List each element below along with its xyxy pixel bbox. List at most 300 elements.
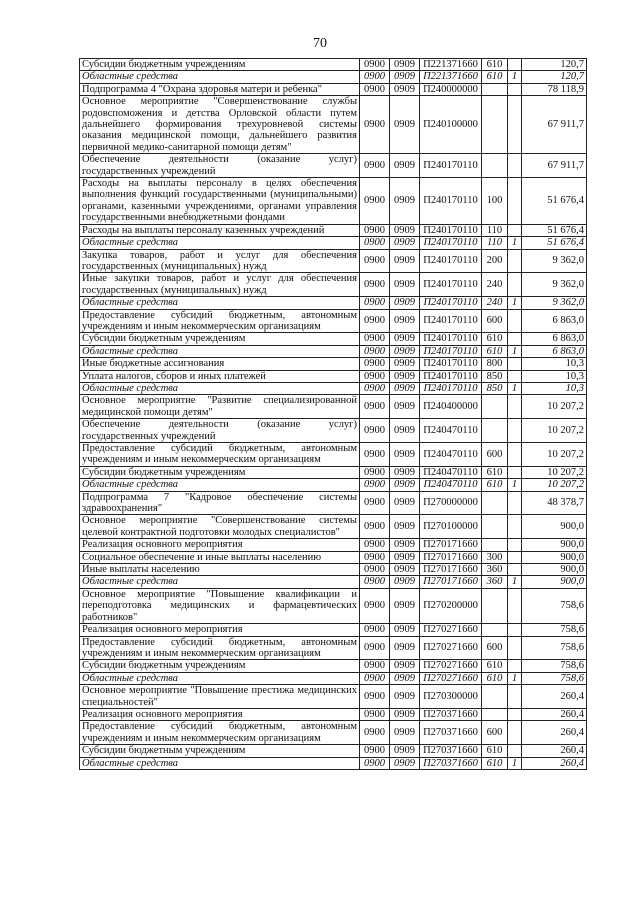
table-row xyxy=(80,564,587,576)
funding-source-code xyxy=(508,636,522,660)
section-code: 0900 xyxy=(360,479,390,491)
section-code: 0900 xyxy=(360,576,390,588)
funding-source-code xyxy=(508,249,522,273)
expense-type-code xyxy=(482,685,508,709)
row-name: Основное мероприятие "Повышение квалификации и переподготовка медицинских и фармацевтических работников" xyxy=(80,588,360,623)
expense-type-code: 100 xyxy=(482,178,508,225)
row-name: Основное мероприятие "Развитие специализированной медицинской помощи детям" xyxy=(80,395,360,419)
amount: 758,6 xyxy=(522,588,587,623)
table-row xyxy=(80,515,587,539)
section-code: 0900 xyxy=(360,96,390,154)
amount: 10,3 xyxy=(522,382,587,394)
row-name: Основное мероприятие "Совершенствование службы родовспоможения и детства Орловской области путем дальнейшего формирования трехуровневой системы оказания медицинской помощи, дальнейшего развития первичной медико-санитарной помощи детям" xyxy=(80,96,360,154)
section-code: 0900 xyxy=(360,419,390,443)
page-number: 70 xyxy=(313,36,327,51)
expense-type-code: 610 xyxy=(482,333,508,345)
target-article-code: П270371660 xyxy=(420,745,482,757)
funding-source-code xyxy=(508,539,522,551)
row-name: Субсидии бюджетным учреждениям xyxy=(80,59,360,71)
row-name: Областные средства xyxy=(80,757,360,769)
section-code: 0900 xyxy=(360,672,390,684)
target-article-code: П221371660 xyxy=(420,59,482,71)
section-code: 0900 xyxy=(360,685,390,709)
funding-source-code xyxy=(508,708,522,720)
target-article-code: П240400000 xyxy=(420,395,482,419)
row-name: Обеспечение деятельности (оказание услуг) государственных учреждений xyxy=(80,154,360,178)
amount: 51 676,4 xyxy=(522,237,587,249)
subsection-code: 0909 xyxy=(390,564,420,576)
funding-source-code xyxy=(508,333,522,345)
target-article-code: П240170110 xyxy=(420,297,482,309)
table-row xyxy=(80,419,587,443)
expense-type-code: 850 xyxy=(482,370,508,382)
funding-source-code xyxy=(508,588,522,623)
target-article-code: П240170110 xyxy=(420,370,482,382)
amount: 260,4 xyxy=(522,757,587,769)
target-article-code: П270271660 xyxy=(420,672,482,684)
amount: 6 863,0 xyxy=(522,309,587,333)
funding-source-code xyxy=(508,358,522,370)
amount: 758,6 xyxy=(522,624,587,636)
expense-type-code xyxy=(482,83,508,95)
section-code: 0900 xyxy=(360,564,390,576)
amount: 900,0 xyxy=(522,539,587,551)
amount: 900,0 xyxy=(522,564,587,576)
amount: 67 911,7 xyxy=(522,96,587,154)
amount: 10,3 xyxy=(522,370,587,382)
row-name: Реализация основного мероприятия xyxy=(80,624,360,636)
target-article-code: П240170110 xyxy=(420,309,482,333)
subsection-code: 0909 xyxy=(390,178,420,225)
table-row xyxy=(80,708,587,720)
subsection-code: 0909 xyxy=(390,757,420,769)
subsection-code: 0909 xyxy=(390,395,420,419)
row-name: Закупка товаров, работ и услуг для обеспечения государственных (муниципальных) нужд xyxy=(80,249,360,273)
funding-source-code xyxy=(508,564,522,576)
subsection-code: 0909 xyxy=(390,551,420,563)
funding-source-code xyxy=(508,721,522,745)
expense-type-code: 600 xyxy=(482,443,508,467)
expense-type-code: 610 xyxy=(482,660,508,672)
target-article-code: П270371660 xyxy=(420,721,482,745)
subsection-code: 0909 xyxy=(390,636,420,660)
section-code: 0900 xyxy=(360,491,390,515)
amount: 9 362,0 xyxy=(522,249,587,273)
funding-source-code xyxy=(508,745,522,757)
amount: 9 362,0 xyxy=(522,273,587,297)
target-article-code: П240470110 xyxy=(420,419,482,443)
section-code: 0900 xyxy=(360,154,390,178)
target-article-code: П270100000 xyxy=(420,515,482,539)
expense-type-code xyxy=(482,624,508,636)
target-article-code: П270371660 xyxy=(420,757,482,769)
amount: 6 863,0 xyxy=(522,333,587,345)
amount: 120,7 xyxy=(522,71,587,83)
row-name: Областные средства xyxy=(80,297,360,309)
table-row xyxy=(80,178,587,225)
expense-type-code: 240 xyxy=(482,297,508,309)
expense-type-code: 800 xyxy=(482,358,508,370)
row-name: Субсидии бюджетным учреждениям xyxy=(80,660,360,672)
budget-table xyxy=(79,58,587,770)
row-name: Областные средства xyxy=(80,71,360,83)
row-name: Предоставление субсидий бюджетным, автономным учреждениям и иным некоммерческим организациям xyxy=(80,721,360,745)
row-name: Иные закупки товаров, работ и услуг для обеспечения государственных (муниципальных) нужд xyxy=(80,273,360,297)
section-code: 0900 xyxy=(360,757,390,769)
section-code: 0900 xyxy=(360,71,390,83)
funding-source-code: 1 xyxy=(508,71,522,83)
target-article-code: П240170110 xyxy=(420,154,482,178)
row-name: Расходы на выплаты персоналу в целях обеспечения выполнения функций государственными (муниципальными) органами, казенными учреждениями, органами управления государственными внебюджетными фондами xyxy=(80,178,360,225)
row-name: Реализация основного мероприятия xyxy=(80,708,360,720)
subsection-code: 0909 xyxy=(390,515,420,539)
target-article-code: П270271660 xyxy=(420,636,482,660)
amount: 260,4 xyxy=(522,745,587,757)
target-article-code: П240470110 xyxy=(420,443,482,467)
target-article-code: П270000000 xyxy=(420,491,482,515)
funding-source-code xyxy=(508,309,522,333)
subsection-code: 0909 xyxy=(390,466,420,478)
target-article-code: П270200000 xyxy=(420,588,482,623)
funding-source-code xyxy=(508,178,522,225)
subsection-code: 0909 xyxy=(390,273,420,297)
funding-source-code xyxy=(508,154,522,178)
subsection-code: 0909 xyxy=(390,576,420,588)
subsection-code: 0909 xyxy=(390,745,420,757)
expense-type-code: 850 xyxy=(482,382,508,394)
amount: 6 863,0 xyxy=(522,345,587,357)
subsection-code: 0909 xyxy=(390,708,420,720)
funding-source-code: 1 xyxy=(508,576,522,588)
amount: 9 362,0 xyxy=(522,297,587,309)
row-name: Субсидии бюджетным учреждениям xyxy=(80,745,360,757)
table-row xyxy=(80,588,587,623)
target-article-code: П240470110 xyxy=(420,466,482,478)
row-name: Областные средства xyxy=(80,237,360,249)
section-code: 0900 xyxy=(360,370,390,382)
expense-type-code xyxy=(482,539,508,551)
section-code: 0900 xyxy=(360,345,390,357)
table-row xyxy=(80,757,587,769)
subsection-code: 0909 xyxy=(390,333,420,345)
amount: 51 676,4 xyxy=(522,178,587,225)
expense-type-code: 360 xyxy=(482,564,508,576)
table-row xyxy=(80,333,587,345)
section-code: 0900 xyxy=(360,588,390,623)
subsection-code: 0909 xyxy=(390,370,420,382)
target-article-code: П270171660 xyxy=(420,564,482,576)
subsection-code: 0909 xyxy=(390,443,420,467)
amount: 78 118,9 xyxy=(522,83,587,95)
table-row xyxy=(80,539,587,551)
section-code: 0900 xyxy=(360,178,390,225)
subsection-code: 0909 xyxy=(390,624,420,636)
row-name: Основное мероприятие "Совершенствование системы целевой контрактной подготовки молодых специалистов" xyxy=(80,515,360,539)
amount: 10 207,2 xyxy=(522,395,587,419)
table-row xyxy=(80,249,587,273)
subsection-code: 0909 xyxy=(390,224,420,236)
table-row xyxy=(80,443,587,467)
row-name: Областные средства xyxy=(80,345,360,357)
amount: 67 911,7 xyxy=(522,154,587,178)
subsection-code: 0909 xyxy=(390,685,420,709)
expense-type-code xyxy=(482,96,508,154)
expense-type-code: 240 xyxy=(482,273,508,297)
table-row xyxy=(80,745,587,757)
section-code: 0900 xyxy=(360,443,390,467)
funding-source-code xyxy=(508,224,522,236)
amount: 10 207,2 xyxy=(522,443,587,467)
expense-type-code: 200 xyxy=(482,249,508,273)
funding-source-code: 1 xyxy=(508,345,522,357)
expense-type-code: 110 xyxy=(482,237,508,249)
funding-source-code xyxy=(508,419,522,443)
target-article-code: П240170110 xyxy=(420,249,482,273)
target-article-code: П240170110 xyxy=(420,345,482,357)
expense-type-code xyxy=(482,395,508,419)
subsection-code: 0909 xyxy=(390,419,420,443)
subsection-code: 0909 xyxy=(390,491,420,515)
table-row xyxy=(80,345,587,357)
row-name: Подпрограмма 7 "Кадровое обеспечение системы здравоохранения" xyxy=(80,491,360,515)
funding-source-code xyxy=(508,624,522,636)
funding-source-code xyxy=(508,443,522,467)
funding-source-code xyxy=(508,370,522,382)
target-article-code: П240000000 xyxy=(420,83,482,95)
section-code: 0900 xyxy=(360,660,390,672)
section-code: 0900 xyxy=(360,273,390,297)
expense-type-code xyxy=(482,708,508,720)
subsection-code: 0909 xyxy=(390,249,420,273)
table-row xyxy=(80,551,587,563)
expense-type-code xyxy=(482,515,508,539)
expense-type-code: 610 xyxy=(482,757,508,769)
expense-type-code: 360 xyxy=(482,576,508,588)
funding-source-code: 1 xyxy=(508,237,522,249)
subsection-code: 0909 xyxy=(390,154,420,178)
table-row xyxy=(80,273,587,297)
funding-source-code xyxy=(508,551,522,563)
table-row xyxy=(80,370,587,382)
target-article-code: П240170110 xyxy=(420,382,482,394)
expense-type-code: 610 xyxy=(482,345,508,357)
table-row xyxy=(80,297,587,309)
expense-type-code xyxy=(482,419,508,443)
expense-type-code: 610 xyxy=(482,672,508,684)
subsection-code: 0909 xyxy=(390,660,420,672)
section-code: 0900 xyxy=(360,636,390,660)
table-row xyxy=(80,382,587,394)
table-row xyxy=(80,491,587,515)
table-row xyxy=(80,358,587,370)
subsection-code: 0909 xyxy=(390,309,420,333)
funding-source-code: 1 xyxy=(508,382,522,394)
amount: 120,7 xyxy=(522,59,587,71)
expense-type-code: 600 xyxy=(482,309,508,333)
subsection-code: 0909 xyxy=(390,345,420,357)
section-code: 0900 xyxy=(360,515,390,539)
table-row xyxy=(80,624,587,636)
table-row xyxy=(80,309,587,333)
section-code: 0900 xyxy=(360,237,390,249)
amount: 900,0 xyxy=(522,576,587,588)
subsection-code: 0909 xyxy=(390,588,420,623)
section-code: 0900 xyxy=(360,224,390,236)
funding-source-code: 1 xyxy=(508,297,522,309)
table-row xyxy=(80,96,587,154)
table-row xyxy=(80,237,587,249)
row-name: Расходы на выплаты персоналу казенных учреждений xyxy=(80,224,360,236)
funding-source-code xyxy=(508,59,522,71)
section-code: 0900 xyxy=(360,551,390,563)
expense-type-code: 600 xyxy=(482,721,508,745)
row-name: Основное мероприятие "Повышение престижа медицинских специальностей" xyxy=(80,685,360,709)
subsection-code: 0909 xyxy=(390,59,420,71)
section-code: 0900 xyxy=(360,358,390,370)
funding-source-code xyxy=(508,491,522,515)
expense-type-code xyxy=(482,154,508,178)
row-name: Предоставление субсидий бюджетным, автономным учреждениям и иным некоммерческим организациям xyxy=(80,309,360,333)
funding-source-code xyxy=(508,395,522,419)
amount: 260,4 xyxy=(522,721,587,745)
target-article-code: П221371660 xyxy=(420,71,482,83)
subsection-code: 0909 xyxy=(390,539,420,551)
row-name: Уплата налогов, сборов и иных платежей xyxy=(80,370,360,382)
section-code: 0900 xyxy=(360,297,390,309)
section-code: 0900 xyxy=(360,382,390,394)
subsection-code: 0909 xyxy=(390,83,420,95)
funding-source-code xyxy=(508,96,522,154)
funding-source-code: 1 xyxy=(508,757,522,769)
funding-source-code xyxy=(508,685,522,709)
section-code: 0900 xyxy=(360,539,390,551)
funding-source-code: 1 xyxy=(508,672,522,684)
expense-type-code: 610 xyxy=(482,479,508,491)
target-article-code: П270300000 xyxy=(420,685,482,709)
row-name: Иные выплаты населению xyxy=(80,564,360,576)
target-article-code: П240170110 xyxy=(420,273,482,297)
row-name: Обеспечение деятельности (оказание услуг) государственных учреждений xyxy=(80,419,360,443)
row-name: Областные средства xyxy=(80,576,360,588)
expense-type-code: 610 xyxy=(482,466,508,478)
target-article-code: П240170110 xyxy=(420,224,482,236)
target-article-code: П270171660 xyxy=(420,551,482,563)
target-article-code: П240100000 xyxy=(420,96,482,154)
row-name: Предоставление субсидий бюджетным, автономным учреждениям и иным некоммерческим организациям xyxy=(80,636,360,660)
row-name: Областные средства xyxy=(80,479,360,491)
row-name: Подпрограмма 4 "Охрана здоровья матери и ребенка" xyxy=(80,83,360,95)
table-row xyxy=(80,576,587,588)
table-row xyxy=(80,672,587,684)
target-article-code: П240170110 xyxy=(420,237,482,249)
amount: 260,4 xyxy=(522,685,587,709)
target-article-code: П270171660 xyxy=(420,576,482,588)
amount: 758,6 xyxy=(522,660,587,672)
target-article-code: П270271660 xyxy=(420,624,482,636)
expense-type-code xyxy=(482,588,508,623)
section-code: 0900 xyxy=(360,624,390,636)
funding-source-code xyxy=(508,515,522,539)
section-code: 0900 xyxy=(360,309,390,333)
expense-type-code: 300 xyxy=(482,551,508,563)
table-row xyxy=(80,636,587,660)
section-code: 0900 xyxy=(360,721,390,745)
section-code: 0900 xyxy=(360,745,390,757)
table-row xyxy=(80,83,587,95)
table-row xyxy=(80,154,587,178)
table-row xyxy=(80,71,587,83)
expense-type-code xyxy=(482,491,508,515)
target-article-code: П240170110 xyxy=(420,333,482,345)
row-name: Реализация основного мероприятия xyxy=(80,539,360,551)
table-row xyxy=(80,466,587,478)
subsection-code: 0909 xyxy=(390,96,420,154)
subsection-code: 0909 xyxy=(390,358,420,370)
table-row xyxy=(80,721,587,745)
subsection-code: 0909 xyxy=(390,297,420,309)
funding-source-code xyxy=(508,660,522,672)
row-name: Социальное обеспечение и иные выплаты населению xyxy=(80,551,360,563)
amount: 758,6 xyxy=(522,636,587,660)
subsection-code: 0909 xyxy=(390,237,420,249)
target-article-code: П240170110 xyxy=(420,358,482,370)
expense-type-code: 610 xyxy=(482,745,508,757)
target-article-code: П270271660 xyxy=(420,660,482,672)
table-row xyxy=(80,479,587,491)
expense-type-code: 110 xyxy=(482,224,508,236)
funding-source-code xyxy=(508,83,522,95)
expense-type-code: 610 xyxy=(482,71,508,83)
amount: 51 676,4 xyxy=(522,224,587,236)
section-code: 0900 xyxy=(360,249,390,273)
funding-source-code: 1 xyxy=(508,479,522,491)
funding-source-code xyxy=(508,466,522,478)
subsection-code: 0909 xyxy=(390,479,420,491)
amount: 260,4 xyxy=(522,708,587,720)
amount: 48 378,7 xyxy=(522,491,587,515)
target-article-code: П270171660 xyxy=(420,539,482,551)
table-row xyxy=(80,395,587,419)
amount: 900,0 xyxy=(522,515,587,539)
amount: 900,0 xyxy=(522,551,587,563)
section-code: 0900 xyxy=(360,466,390,478)
amount: 10 207,2 xyxy=(522,479,587,491)
amount: 10 207,2 xyxy=(522,419,587,443)
row-name: Иные бюджетные ассигнования xyxy=(80,358,360,370)
amount: 10,3 xyxy=(522,358,587,370)
table-row xyxy=(80,660,587,672)
table-row xyxy=(80,59,587,71)
subsection-code: 0909 xyxy=(390,721,420,745)
target-article-code: П240470110 xyxy=(420,479,482,491)
section-code: 0900 xyxy=(360,395,390,419)
table-row xyxy=(80,685,587,709)
section-code: 0900 xyxy=(360,708,390,720)
table-row xyxy=(80,224,587,236)
amount: 10 207,2 xyxy=(522,466,587,478)
subsection-code: 0909 xyxy=(390,382,420,394)
amount: 758,6 xyxy=(522,672,587,684)
expense-type-code: 610 xyxy=(482,59,508,71)
section-code: 0900 xyxy=(360,59,390,71)
row-name: Областные средства xyxy=(80,382,360,394)
section-code: 0900 xyxy=(360,333,390,345)
subsection-code: 0909 xyxy=(390,672,420,684)
target-article-code: П270371660 xyxy=(420,708,482,720)
row-name: Предоставление субсидий бюджетным, автономным учреждениям и иным некоммерческим организациям xyxy=(80,443,360,467)
expense-type-code: 600 xyxy=(482,636,508,660)
row-name: Субсидии бюджетным учреждениям xyxy=(80,466,360,478)
